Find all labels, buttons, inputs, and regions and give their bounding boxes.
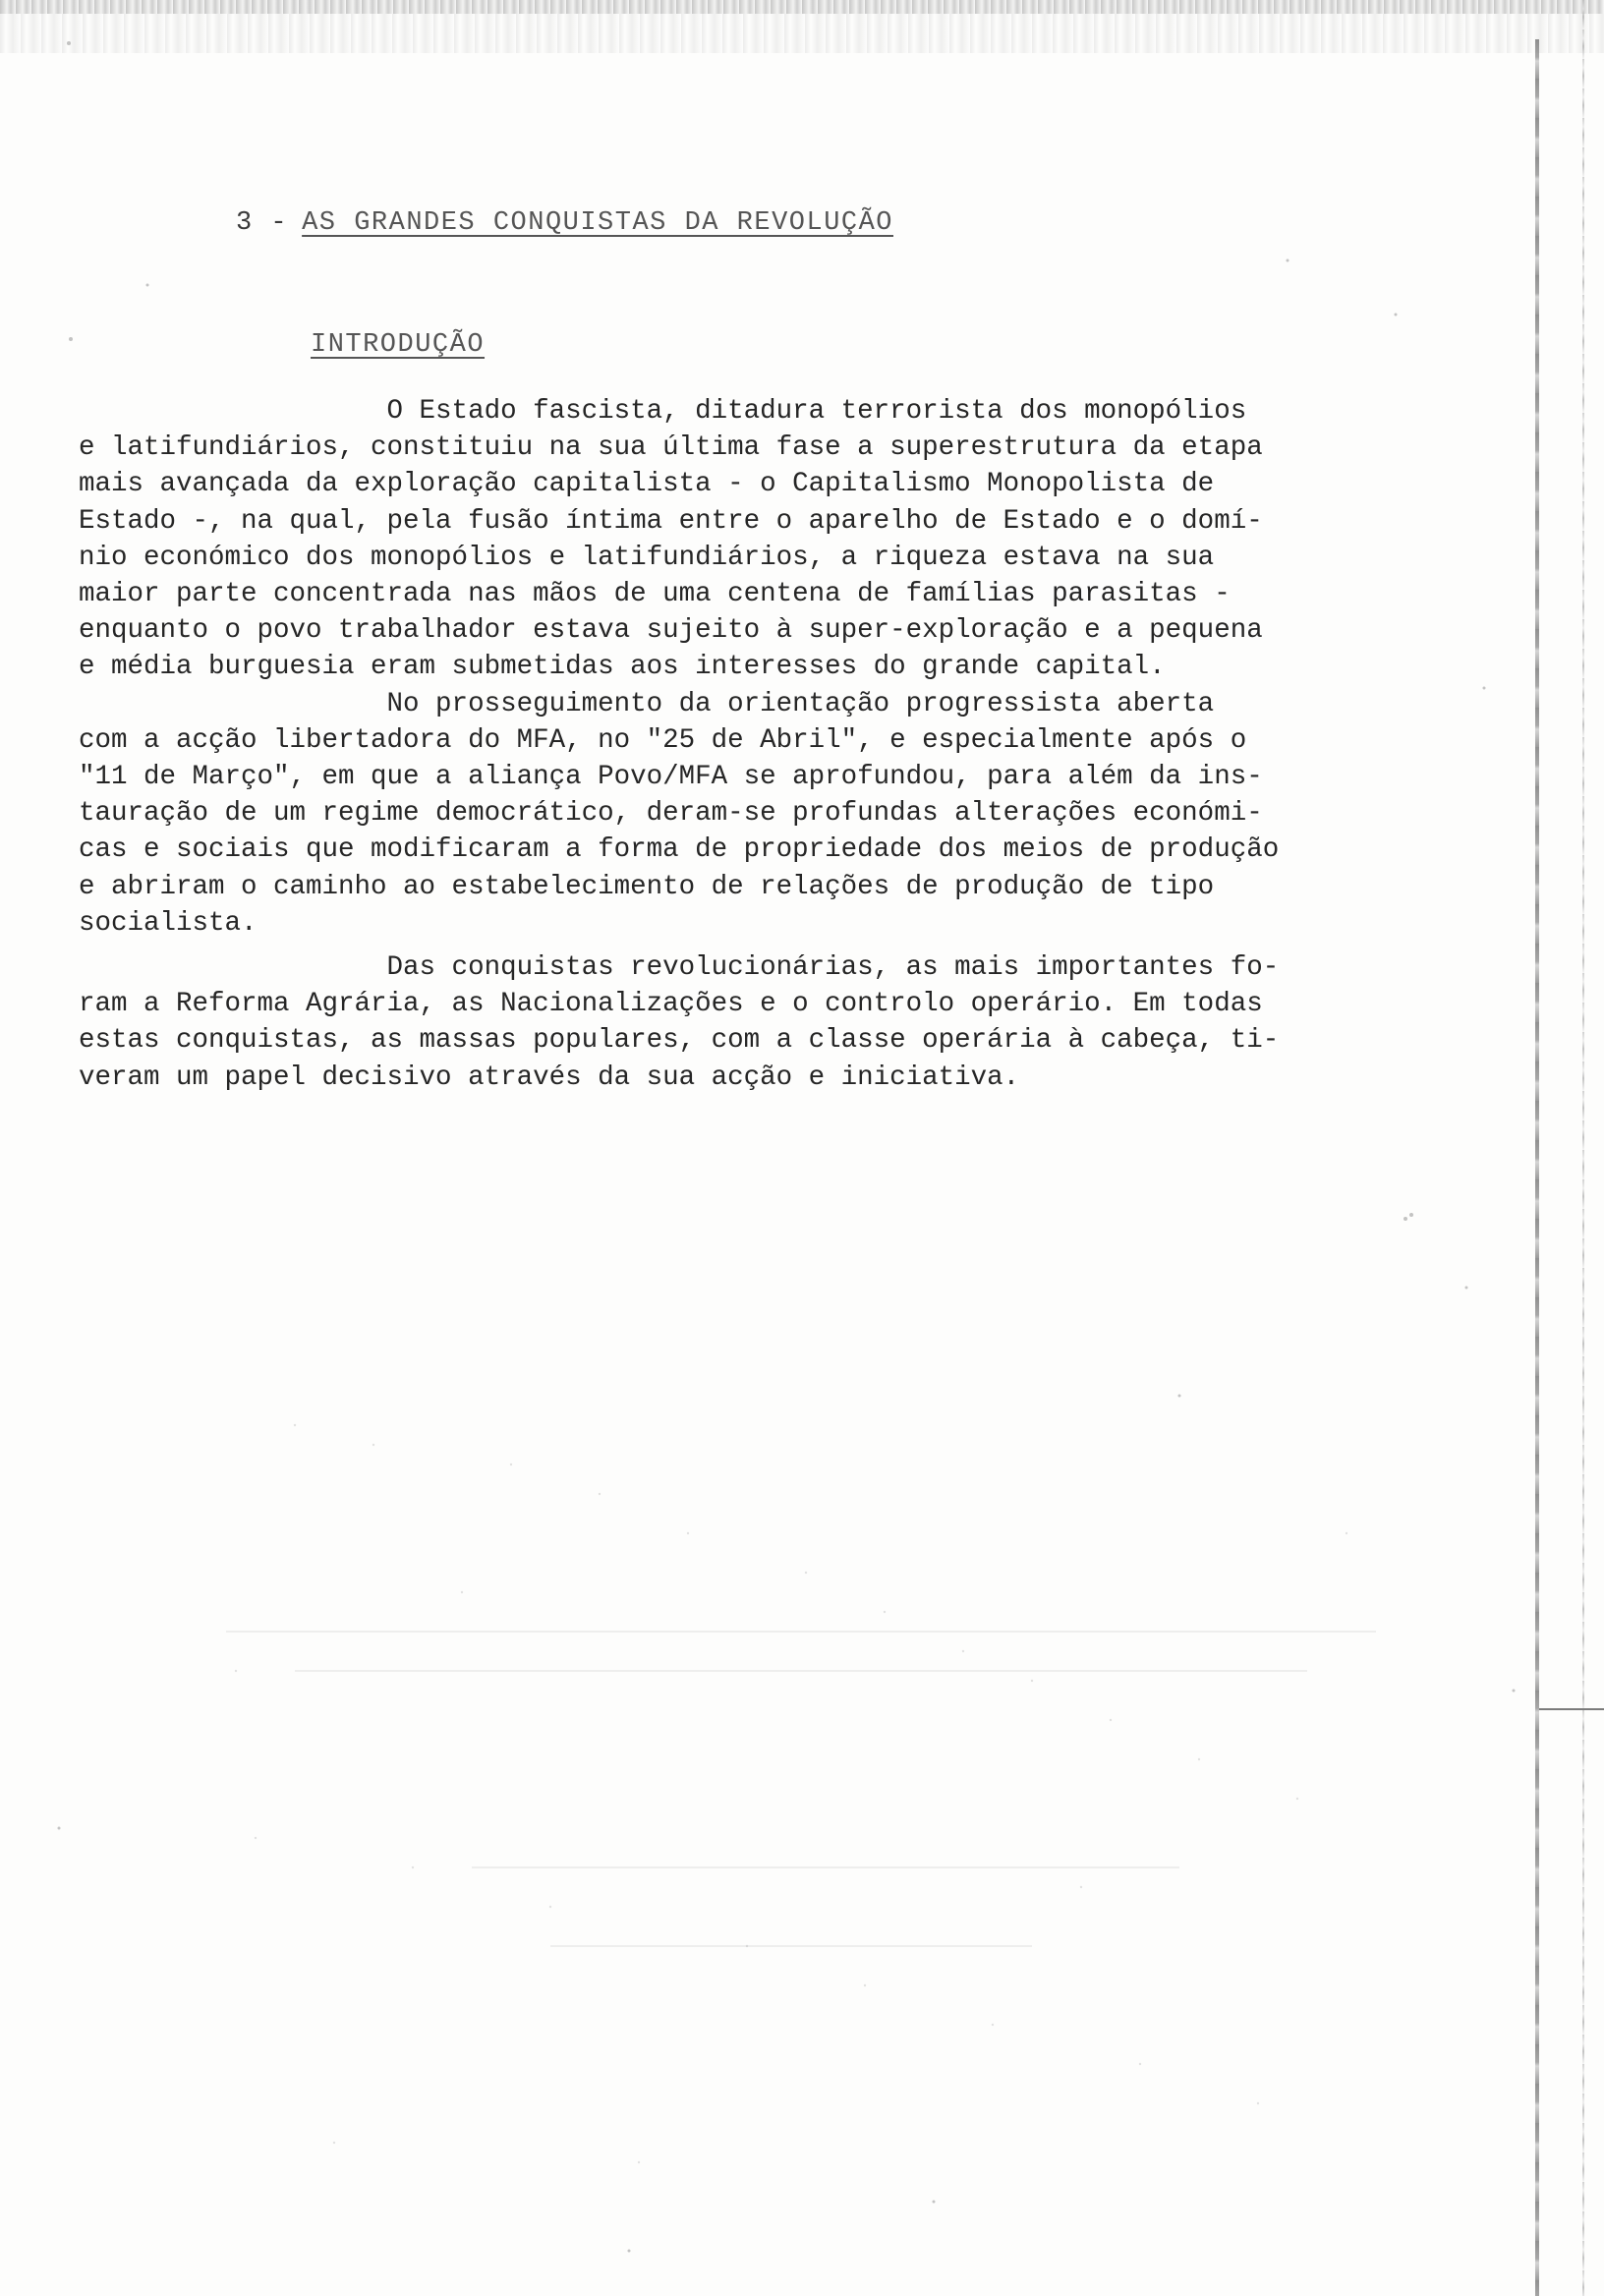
scan-top-shadow	[0, 14, 1604, 53]
text-line: O Estado fascista, ditadura terrorista dos monopólios	[79, 396, 1247, 427]
text-line: estas conquistas, as massas populares, com a classe operária à cabeça, ti-	[79, 1025, 1280, 1057]
chapter-title: AS GRANDES CONQUISTAS DA REVOLUÇÃO	[302, 208, 893, 238]
text-line: ram a Reforma Agrária, as Nacionalizações e o controlo operário. Em todas	[79, 989, 1263, 1020]
chapter-heading	[236, 208, 893, 238]
text-line: e média burguesia eram submetidas aos interesses do grande capital.	[79, 652, 1166, 683]
section-title: INTRODUÇÃO	[311, 330, 486, 360]
text-line: mais avançada da exploração capitalista - o Capitalismo Monopolista de	[79, 469, 1215, 500]
paragraph	[79, 686, 1386, 942]
text-line: tauração de um regime democrático, deram-se profundas alterações económi-	[79, 798, 1263, 830]
text-line: socialista.	[79, 907, 258, 939]
text-line: veram um papel decisivo através da sua acção e iniciativa.	[79, 1062, 1020, 1093]
text-line: No prosseguimento da orientação progressista aberta	[79, 688, 1215, 719]
text-line: enquanto o povo trabalhador estava sujeito à super-exploração e a pequena	[79, 615, 1263, 647]
scan-edge-mark	[1539, 1708, 1604, 1710]
text-line: maior parte concentrada nas mãos de uma centena de famílias parasitas -	[79, 579, 1231, 610]
text-line: e abriram o caminho ao estabelecimento de relações de produção de tipo	[79, 871, 1215, 902]
body-text	[79, 393, 1386, 1096]
scan-page-edge	[1582, 0, 1584, 2296]
scan-binding-edge	[1535, 39, 1539, 2296]
text-line: "11 de Março", em que a aliança Povo/MFA se aprofundou, para além da ins-	[79, 762, 1263, 793]
chapter-number: 3 -	[236, 208, 289, 238]
text-line: cas e sociais que modificaram a forma de propriedade dos meios de produção	[79, 834, 1280, 866]
text-line: com a acção libertadora do MFA, no "25 de Abril", e especialmente após o	[79, 724, 1247, 756]
paragraph	[79, 393, 1386, 686]
text-line: Das conquistas revolucionárias, as mais importantes fo-	[79, 952, 1280, 984]
paragraph	[79, 949, 1386, 1096]
scan-top-edge	[0, 0, 1604, 14]
text-line: Estado -, na qual, pela fusão íntima entre o aparelho de Estado e o domí-	[79, 505, 1263, 537]
text-line: e latifundiários, constituiu na sua última fase a superestrutura da etapa	[79, 432, 1263, 464]
text-line: nio económico dos monopólios e latifundiários, a riqueza estava na sua	[79, 542, 1215, 573]
